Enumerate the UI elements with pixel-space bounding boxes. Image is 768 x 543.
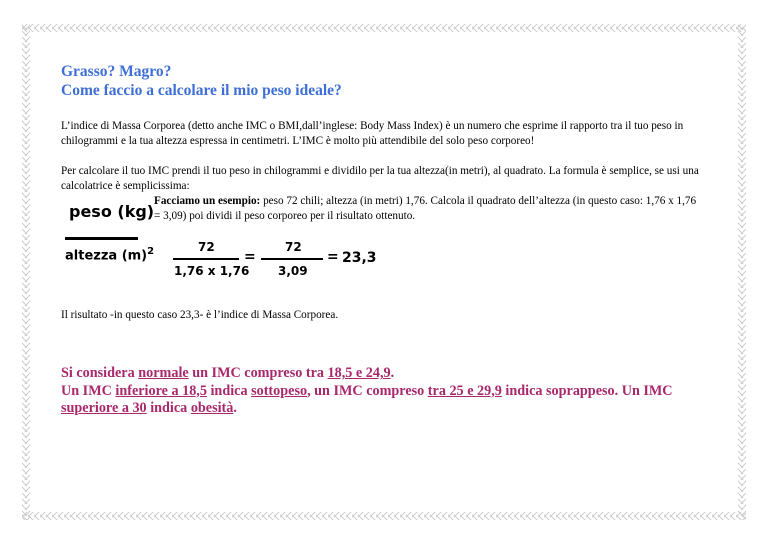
example-text: peso 72 chili; altezza (in metri) 1,76. Calcola il quadrato dell’altezza (in questo caso: 1,76 x 1,76 = 3,09) poi dividi il peso corporeo per il risultato ottenuto. [154,195,697,222]
page-title [61,62,701,100]
page-border-bottom [22,512,746,520]
page-border-right [738,24,746,520]
page-border-left [22,24,30,520]
range-obese: superiore a 30 [61,400,147,416]
term-obesita: obesità [190,400,234,416]
example-frac1-top: 72 [198,240,215,254]
title-line-1: Grasso? Magro? [61,63,172,80]
formula-numerator: peso (kg) [69,202,155,221]
example-frac1-bar [173,258,239,260]
example-frac2-top: 72 [285,240,302,254]
term-sottopeso: sottopeso [251,382,308,399]
intro-paragraph: L’indice di Massa Corporea (detto anche IMC o BMI,dall’inglese: Body Mass Index) è un numero che esprime il rapporto tra il tuo peso in chilogrammi e la tua altezza espressa in centimetri. L’IMC è molto più attendibile del solo peso corporeo! [61,120,684,147]
example-equals-1: = [244,249,256,265]
howto-paragraph: Per calcolare il tuo IMC prendi il tuo peso in chilogrammi e dividilo per la tua altezza(in metri), al quadrato. La formula è semplice, se usi una calcolatrice è semplicissima: [61,165,699,192]
page-border-top [22,24,746,32]
bmi-summary: Si considera normale un IMC compreso tra 18,5 e 24,9. Un IMC inferiore a 18,5 indica sottopeso, un IMC compreso tra 25 e 29,9 indica soprappeso. Un IMC superiore a 30 indica obesità. [61,365,673,416]
example-label: Facciamo un esempio: [154,195,261,207]
range-overweight: tra 25 e 29,9 [427,382,502,399]
term-normale: normale [138,365,189,381]
formula-exponent: 2 [147,246,155,257]
example-frac1-bottom: 1,76 x 1,76 [174,264,250,278]
formula-denominator: altezza $(m)^2$ [65,246,155,264]
result-paragraph: Il risultato -in questo caso 23,3- è l’indice di Massa Corporea. [61,309,339,321]
example-equals-2: = [327,249,339,265]
example-result: 23,3 [342,250,377,266]
bmi-formula-image [61,202,381,282]
title-line-2: Come faccio a calcolare il mio peso ideale? [61,82,342,99]
example-frac2-bottom: 3,09 [278,264,308,278]
formula-fraction-bar [65,237,138,240]
document-body [61,62,701,224]
range-normal: 18,5 e 24,9 [327,365,391,381]
range-underweight: inferiore a 18,5 [115,382,207,399]
example-frac2-bar [261,258,323,260]
